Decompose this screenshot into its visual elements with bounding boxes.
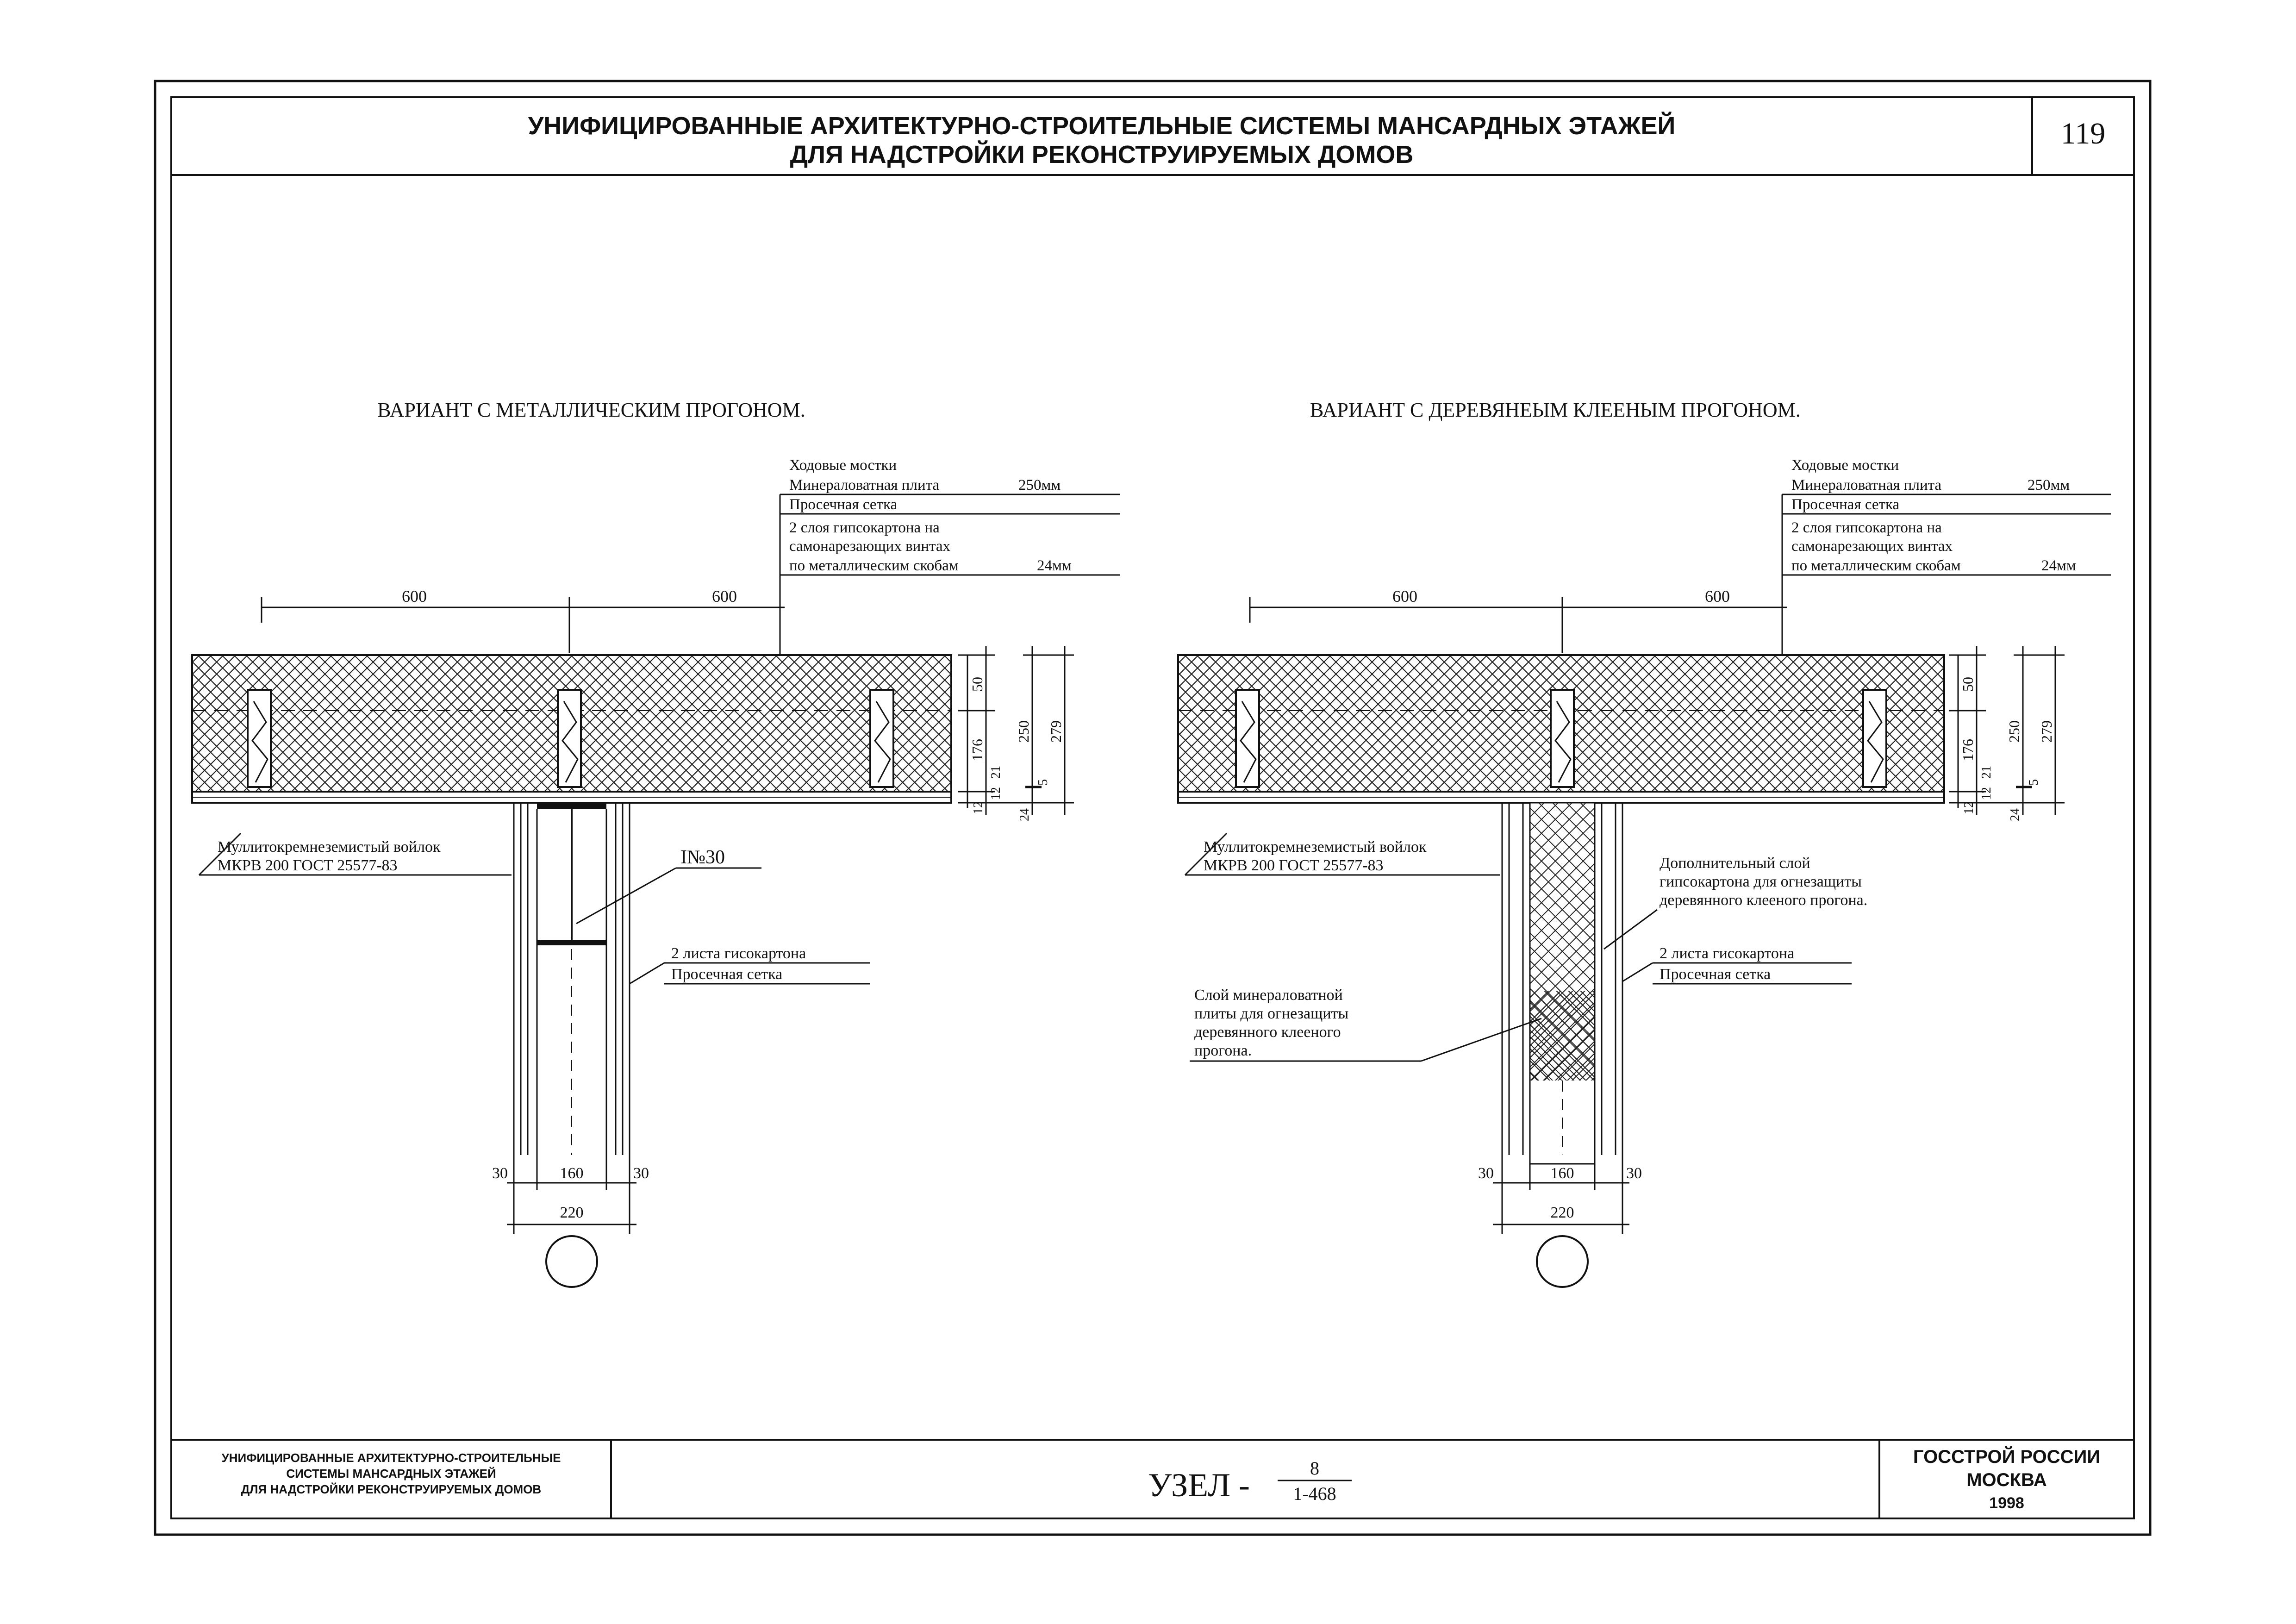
left-dim-12a: 12 [989, 787, 1003, 800]
layer-gk-line1: 2 слоя гипсокартона на [789, 519, 940, 536]
r-layer-gk-line3: по металлическим скобам [1791, 557, 1961, 574]
right-dim-5: 5 [2027, 779, 2041, 786]
left-dim-12b: 12 [971, 801, 986, 814]
left-bracket-2 [558, 690, 581, 787]
org-line1: ГОССТРОЙ РОССИИ [1913, 1447, 2101, 1467]
left-dim-600-b: 600 [712, 587, 737, 606]
right-extra-layer-3: деревянного клееного прогона. [1660, 892, 1868, 909]
layer-mineral: Минераловатная плита [789, 477, 940, 493]
left-dim-24: 24 [1017, 808, 1032, 821]
left-variant-title: ВАРИАНТ С МЕТАЛЛИЧЕСКИМ ПРОГОНОМ. [377, 399, 805, 421]
page-number: 119 [2060, 117, 2106, 150]
layer-mesh: Просечная сетка [789, 496, 898, 513]
left-bracket-1 [248, 690, 271, 787]
left-steel-flange [537, 803, 606, 809]
layer-gk-line3: по металлическим скобам [789, 557, 959, 574]
left-felt-line2: МКРВ 200 ГОСТ 25577-83 [218, 857, 398, 874]
right-dim-24: 24 [2008, 808, 2022, 821]
header-title-line2: ДЛЯ НАДСТРОЙКИ РЕКОНСТРУИРУЕМЫХ ДОМОВ [790, 141, 1414, 169]
layer-mineral-thk: 250мм [1018, 477, 1061, 493]
right-dim-279: 279 [2038, 720, 2055, 743]
right-detail [1178, 399, 2111, 1287]
right-dim-21: 21 [1979, 766, 1994, 779]
right-mineral-3: деревянного клееного [1194, 1024, 1341, 1041]
left-dim-160: 160 [560, 1165, 584, 1182]
right-dim-176: 176 [1959, 739, 1976, 761]
footer-left-line2: СИСТЕМЫ МАНСАРДНЫХ ЭТАЖЕЙ [286, 1467, 496, 1480]
left-dim-176: 176 [969, 739, 986, 761]
node-label: УЗЕЛ - [1148, 1467, 1250, 1504]
footer-left-line3: ДЛЯ НАДСТРОЙКИ РЕКОНСТРУИРУЕМЫХ ДОМОВ [241, 1482, 542, 1496]
right-extra-layer-1: Дополнительный слой [1660, 855, 1810, 872]
right-bracket-1 [1236, 690, 1259, 787]
r-layer-walkway: Ходовые мостки [1791, 457, 1899, 474]
r-layer-mineral-thk: 250мм [2028, 477, 2070, 493]
header-title-line1: УНИФИЦИРОВАННЫЕ АРХИТЕКТУРНО-СТРОИТЕЛЬНЫЕ СИСТЕМЫ МАНСАРДНЫХ ЭТАЖЕЙ [528, 112, 1676, 140]
right-mineral-1: Слой минераловатной [1194, 987, 1343, 1004]
right-mineral-2: плиты для огнезащиты [1194, 1005, 1349, 1022]
right-axis-marker [1537, 1236, 1588, 1287]
right-dim-30b: 30 [1626, 1165, 1642, 1182]
node-series: 1-468 [1293, 1483, 1336, 1504]
left-steel-flange-low [537, 940, 606, 945]
org-line2: МОСКВА [1966, 1470, 2047, 1490]
right-dim-600-a: 600 [1392, 587, 1417, 606]
right-sheets-gk: 2 листа гисокартона [1660, 945, 1795, 962]
right-dim-250: 250 [2006, 720, 2022, 743]
right-layer-legend [1782, 457, 2111, 655]
left-dim-50: 50 [969, 677, 986, 692]
left-beam-label: I№30 [680, 847, 725, 868]
left-detail [192, 399, 1120, 1287]
title-block [171, 1440, 2134, 1518]
org-year: 1998 [1989, 1494, 2024, 1512]
left-dim-600-a: 600 [402, 587, 427, 606]
r-layer-gk-line1: 2 слоя гипсокартона на [1791, 519, 1942, 536]
r-layer-gk-thk: 24мм [2041, 557, 2076, 574]
node-number: 8 [1310, 1458, 1319, 1479]
left-dim-30b: 30 [633, 1165, 649, 1182]
left-dim-220: 220 [560, 1204, 584, 1221]
footer-left-line1: УНИФИЦИРОВАННЫЕ АРХИТЕКТУРНО-СТРОИТЕЛЬНЫЕ [221, 1451, 561, 1465]
layer-walkway: Ходовые мостки [789, 457, 897, 474]
left-dim-30a: 30 [492, 1165, 508, 1182]
outer-frame [155, 81, 2150, 1535]
left-sheets-gk: 2 листа гисокартона [671, 945, 806, 962]
right-felt-line2: МКРВ 200 ГОСТ 25577-83 [1204, 857, 1384, 874]
r-layer-mineral: Минераловатная плита [1791, 477, 1942, 493]
left-dim-5: 5 [1036, 779, 1050, 786]
right-felt-line1: Муллитокремнеземистый войлок [1204, 838, 1427, 856]
right-dim-50: 50 [1959, 677, 1976, 692]
right-mineral-protection [1530, 991, 1595, 1081]
left-layer-legend [780, 457, 1120, 655]
right-dim-30a: 30 [1478, 1165, 1494, 1182]
layer-gk-line2: самонарезающих винтах [789, 538, 950, 555]
right-variant-title: ВАРИАНТ С ДЕРЕВЯНЕЫМ КЛЕЕНЫМ ПРОГОНОМ. [1310, 399, 1801, 421]
r-layer-mesh: Просечная сетка [1791, 496, 1900, 513]
left-sheets-mesh: Просечная сетка [671, 966, 783, 983]
right-bracket-3 [1863, 690, 1886, 787]
right-mineral-4: прогона. [1194, 1042, 1252, 1059]
left-bracket-3 [870, 690, 893, 787]
right-bracket-2 [1551, 690, 1574, 787]
left-dim-21: 21 [989, 766, 1003, 779]
left-dim-250: 250 [1015, 720, 1032, 743]
right-dim-160: 160 [1550, 1165, 1574, 1182]
right-dim-220: 220 [1550, 1204, 1574, 1221]
left-dim-279: 279 [1048, 720, 1064, 743]
right-dim-600-b: 600 [1705, 587, 1730, 606]
left-axis-marker [546, 1236, 597, 1287]
right-sheets-mesh: Просечная сетка [1660, 966, 1771, 983]
left-felt-line1: Муллитокремнеземистый войлок [218, 838, 441, 856]
right-dim-12a: 12 [1979, 787, 1994, 800]
right-dim-12b: 12 [1962, 801, 1976, 814]
layer-gk-thk: 24мм [1037, 557, 1072, 574]
inner-frame [171, 97, 2134, 1518]
right-extra-layer-2: гипсокартона для огнезащиты [1660, 873, 1862, 890]
r-layer-gk-line2: самонарезающих винтах [1791, 538, 1953, 555]
